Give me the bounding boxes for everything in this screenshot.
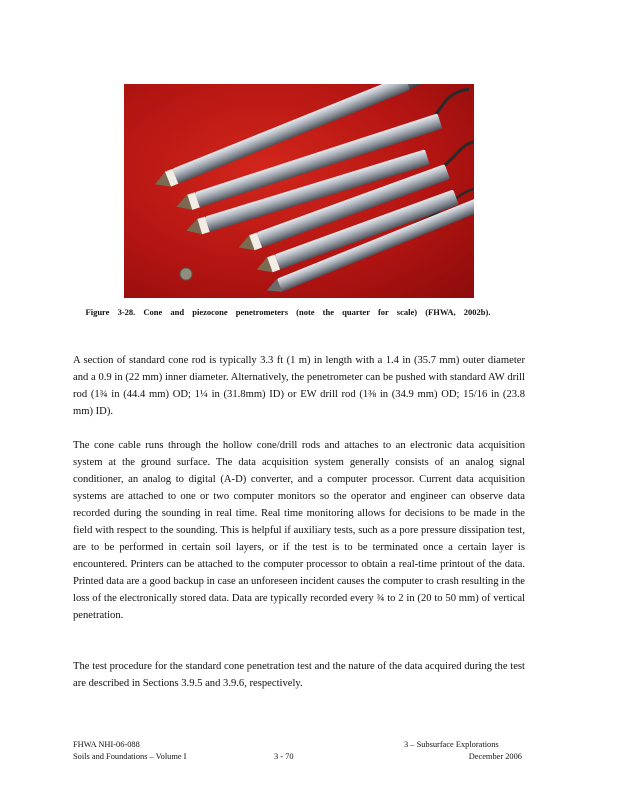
footer-doc-id: FHWA NHI-06-088 [73, 740, 140, 749]
body-paragraph: A section of standard cone rod is typically 3.3 ft (1 m) in length with a 1.4 in (35.7 mm) outer diameter and a 0.9 in (22 mm) inner diameter. Alternatively, the penetrometer can be pushed with standard AW drill rod (1¾ in (44.4 mm) OD; 1¼ in (31.8mm) ID) or EW drill rod (1⅜ in (34.9 mm) OD; 15/16 in (23.8 mm) ID). [73, 355, 525, 417]
body-paragraph: The cone cable runs through the hollow cone/drill rods and attaches to an electronic data acquisition system at the ground surface. The data acquisition system generally consists of an analog signal conditioner, an analog to digital (A-D) converter, and a computer processor. Current data acquisition systems are attached to one or two computer monitors so the operator and engineer can observe data recorded during the sounding in real time. Real time monitoring allows for decisions to be made in the field with respect to the sounding. This is helpful if auxiliary tests, such as a pore pressure dissipation test, are to be performed in certain soil layers, or if the test is to be terminated once a certain layer is encountered. Printers can be attached to the computer processor to obtain a real-time printout of the data. Printed data are a good backup in case an unforeseen incident causes the computer to crash resulting in the loss of the electronically stored data. Data are typically recorded every ¾ to 2 in (20 to 50 mm) of vertical penetration. [73, 440, 525, 621]
footer-chapter: 3 – Subsurface Explorations [404, 740, 499, 749]
footer-date: December 2006 [468, 752, 522, 761]
body-paragraph: The test procedure for the standard cone penetration test and the nature of the data acquired during the test are described in Sections 3.9.5 and 3.9.6, respectively. [73, 661, 525, 689]
footer-title: Soils and Foundations – Volume I [73, 752, 187, 761]
figure-caption: Figure 3-28. Cone and piezocone penetrometers (note the quarter for scale) (FHWA, 2002b). [85, 307, 491, 317]
footer-right [404, 739, 522, 763]
penetrometer-illustration [124, 84, 474, 298]
footer-page-number: 3 - 70 [274, 752, 294, 761]
footer-left [73, 739, 186, 763]
penetrometer-photo [124, 84, 474, 298]
